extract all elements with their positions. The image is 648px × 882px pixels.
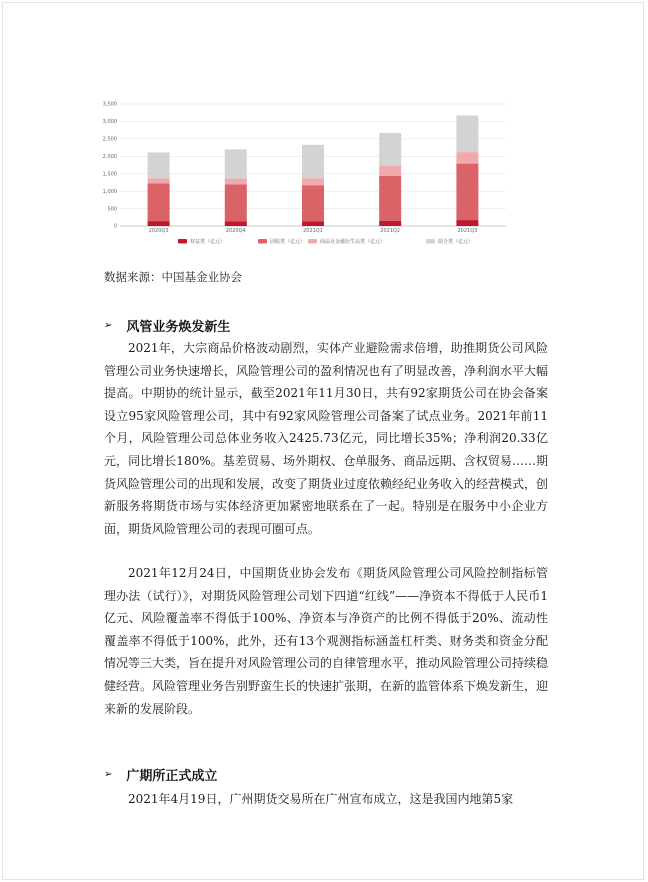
bar-segment: [379, 133, 401, 166]
y-tick-label: 500: [107, 206, 117, 213]
bar-segment: [148, 152, 170, 178]
arrow-bullet-icon: ➢: [104, 769, 113, 780]
y-tick-label: 3,500: [102, 101, 117, 108]
stacked-bar-chart: [96, 96, 516, 256]
paragraph: 2021年，大宗商品价格波动剧烈，实体产业避险需求倍增，助推期货公司风险管理公司业务快速增长，风险管理公司的盈利情况也有了明显改善，净利润水平大幅提高。中期协的统计显示，截至2021年11月30日，共有92家期货公司在协会备案设立95家风险管理公司，其中有92家风险管理公司备案了试点业务。2021年前11个月，风险管理公司总体业务收入2425.73亿元，同比增长35%；净利润20.33亿元，同比增长180%。基差贸易、场外期权、仓单服务、商品远期、含权贸易……期货风险管理公司的出现和发展，改变了期货业过度依赖经纪业务收入的经营模式，创新服务将期货市场与实体经济更加紧密地联系在了一起。特别是在服务中小企业方面，期货风险管理公司的表现可圈可点。: [104, 341, 549, 536]
legend-swatch: [426, 239, 435, 244]
paragraph: 2021年12月24日，中国期货业协会发布《期货风险管理公司风险控制指标管理办法（试行）》，对期货风险管理公司划下四道“红线”——净资本不得低于人民币1亿元、风险覆盖率不得低于100%、净资本与净资产的比例不得低于20%、流动性覆盖率不得低于100%，此外，还有13个观测指标涵盖杠杆类、财务类和资金分配情况等三大类，旨在提升对风险管理公司的自律管理水平，推动风险管理公司持续稳健经营。风险管理业务告别野蛮生长的快速扩张期，在新的监管体系下焕发新生，迎来新的发展阶段。: [104, 566, 549, 716]
arrow-bullet-icon: ➢: [104, 320, 113, 331]
x-category-label: 2020Q3: [148, 228, 169, 234]
y-tick-label: 2,000: [102, 153, 117, 160]
bar-segment: [225, 185, 247, 222]
legend-label: 固收类（亿元）: [270, 239, 306, 245]
bar-segment: [225, 179, 247, 185]
legend-swatch: [258, 239, 267, 244]
legend-label: 混合类（亿元）: [438, 239, 474, 245]
y-tick-label: 0: [113, 223, 117, 230]
x-category-label: 2021Q3: [457, 228, 478, 234]
section-heading-risk-management: [104, 316, 230, 335]
bar-segment: [148, 183, 170, 221]
bar-segment: [456, 164, 478, 220]
legend-swatch: [308, 239, 317, 244]
bar-segment: [148, 221, 170, 226]
section-title: 广期所正式成立: [126, 769, 218, 784]
y-tick-label: 1,500: [102, 171, 117, 178]
data-source-note: 数据来源：中国基金业协会: [104, 270, 242, 284]
y-tick-label: 3,000: [102, 119, 117, 126]
bar-segment: [302, 145, 324, 178]
paragraph: 2021年4月19日，广州期货交易所在广州宣布成立，这是我国内地第5家: [128, 792, 514, 806]
bar-segment: [302, 185, 324, 221]
chart-svg: [96, 96, 516, 256]
legend-label: 商品及金融衍生品类（亿元）: [320, 239, 386, 245]
bar-segment: [379, 221, 401, 226]
bar-segment: [456, 116, 478, 153]
bar-segment: [456, 220, 478, 226]
y-tick-label: 2,500: [102, 136, 117, 143]
bar-segment: [456, 152, 478, 164]
section-title: 风管业务焕发新生: [126, 320, 231, 335]
x-category-label: 2021Q2: [380, 228, 401, 234]
bar-segment: [225, 149, 247, 178]
bar-segment: [148, 178, 170, 183]
bar-segment: [379, 166, 401, 176]
x-category-label: 2020Q4: [225, 228, 246, 234]
bar-segment: [225, 221, 247, 226]
y-tick-label: 1,000: [102, 188, 117, 195]
x-category-label: 2021Q1: [303, 228, 323, 234]
legend-label: 权益类（亿元）: [190, 239, 226, 245]
bar-segment: [379, 176, 401, 221]
bar-segment: [302, 221, 324, 226]
legend-swatch: [178, 239, 187, 244]
section-heading-gfex: [104, 765, 217, 784]
bar-segment: [302, 178, 324, 185]
